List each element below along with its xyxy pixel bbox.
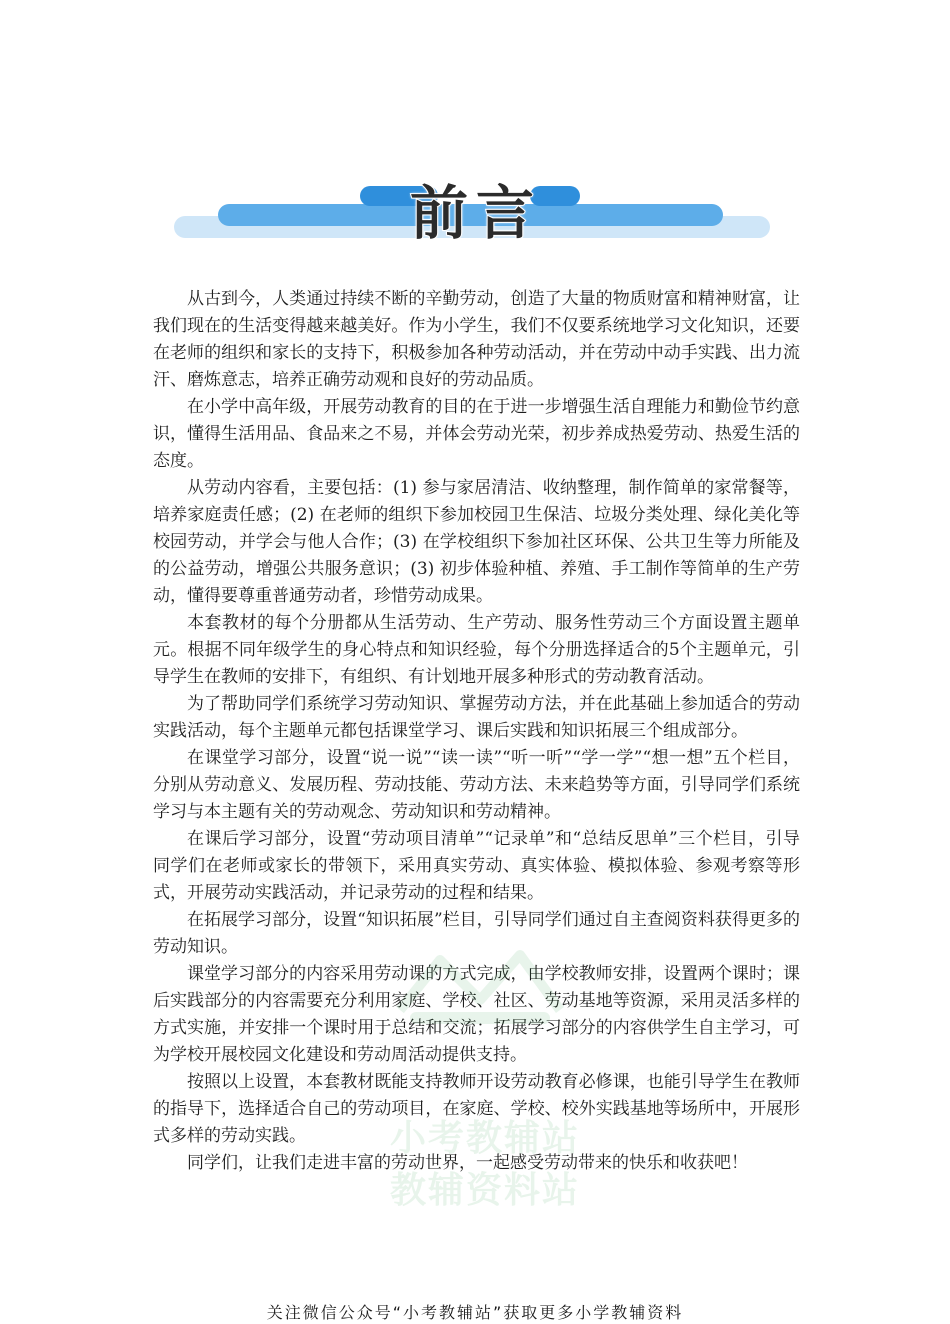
paragraph: 从劳动内容看，主要包括：(1) 参与家居清洁、收纳整理，制作简单的家常餐等，培养家庭责任感；(2) 在老师的组织下参加校园卫生保洁、垃圾分类处理、绿化美化等校园劳动，并学会与他人合作；(3) 在学校组织下参加社区环保、公共卫生等力所能及的公益劳动，增强公共服务意识；(3) 初步体验种植、养殖、手工制作等简单的生产劳动，懂得要尊重普通劳动者，珍惜劳动成果。 <box>153 478 800 606</box>
page-title: 前言 <box>409 179 542 247</box>
paragraph: 在小学中高年级，开展劳动教育的目的在于进一步增强生活自理能力和勤俭节约意识，懂得生活用品、食品来之不易，并体会劳动光荣，初步养成热爱劳动、热爱生活的态度。 <box>153 397 800 471</box>
paragraph: 在拓展学习部分，设置“知识拓展”栏目，引导同学们通过自主查阅资料获得更多的劳动知识。 <box>153 910 800 957</box>
paragraph: 为了帮助同学们系统学习劳动知识、掌握劳动方法，并在此基础上参加适合的劳动实践活动，每个主题单元都包括课堂学习、课后实践和知识拓展三个组成部分。 <box>153 694 800 741</box>
watermark-text: 教辅资料站 <box>389 1170 580 1211</box>
title-banner <box>174 176 770 252</box>
paragraph: 从古到今，人类通过持续不断的辛勤劳动，创造了大量的物质财富和精神财富，让我们现在的生活变得越来越美好。作为小学生，我们不仅要系统地学习文化知识，还要在老师的组织和家长的支持下，积极参加各种劳动活动，并在劳动中动手实践、出力流汗、磨炼意志，培养正确劳动观和良好的劳动品质。 <box>153 289 800 390</box>
paragraph: 课堂学习部分的内容采用劳动课的方式完成，由学校教师安排，设置两个课时；课后实践部分的内容需要充分利用家庭、学校、社区、劳动基地等资源，采用灵活多样的方式实施，并安排一个课时用于总结和交流；拓展学习部分的内容供学生自主学习，可为学校开展校园文化建设和劳动周活动提供支持。 <box>153 964 800 1065</box>
paragraph: 在课后学习部分，设置“劳动项目清单”“记录单”和“总结反思单”三个栏目，引导同学们在老师或家长的带领下，采用真实劳动、真实体验、模拟体验、参观考察等形式，开展劳动实践活动，并记录劳动的过程和结果。 <box>153 829 800 903</box>
preface-body <box>153 286 800 1177</box>
paragraph: 在课堂学习部分，设置“说一说”“读一读”“听一听”“学一学”“想一想”五个栏目，分别从劳动意义、发展历程、劳动技能、劳动方法、未来趋势等方面，引导同学们系统学习与本主题有关的劳动观念、劳动知识和劳动精神。 <box>153 748 800 822</box>
paragraph: 按照以上设置，本套教材既能支持教师开设劳动教育必修课，也能引导学生在教师的指导下，选择适合自己的劳动项目，在家庭、学校、校外实践基地等场所中，开展形式多样的劳动实践。 <box>153 1072 800 1146</box>
paragraph: 本套教材的每个分册都从生活劳动、生产劳动、服务性劳动三个方面设置主题单元。根据不同年级学生的身心特点和知识经验，每个分册选择适合的5个主题单元，引导学生在教师的安排下，有组织、有计划地开展多种形式的劳动教育活动。 <box>153 613 800 687</box>
footer-note: 关注微信公众号“小考教辅站”获取更多小学教辅资料 <box>266 1303 684 1322</box>
paragraph: 同学们，让我们走进丰富的劳动世界，一起感受劳动带来的快乐和收获吧！ <box>187 1153 748 1173</box>
watermark-text: 小考教辅站 <box>389 1118 580 1159</box>
